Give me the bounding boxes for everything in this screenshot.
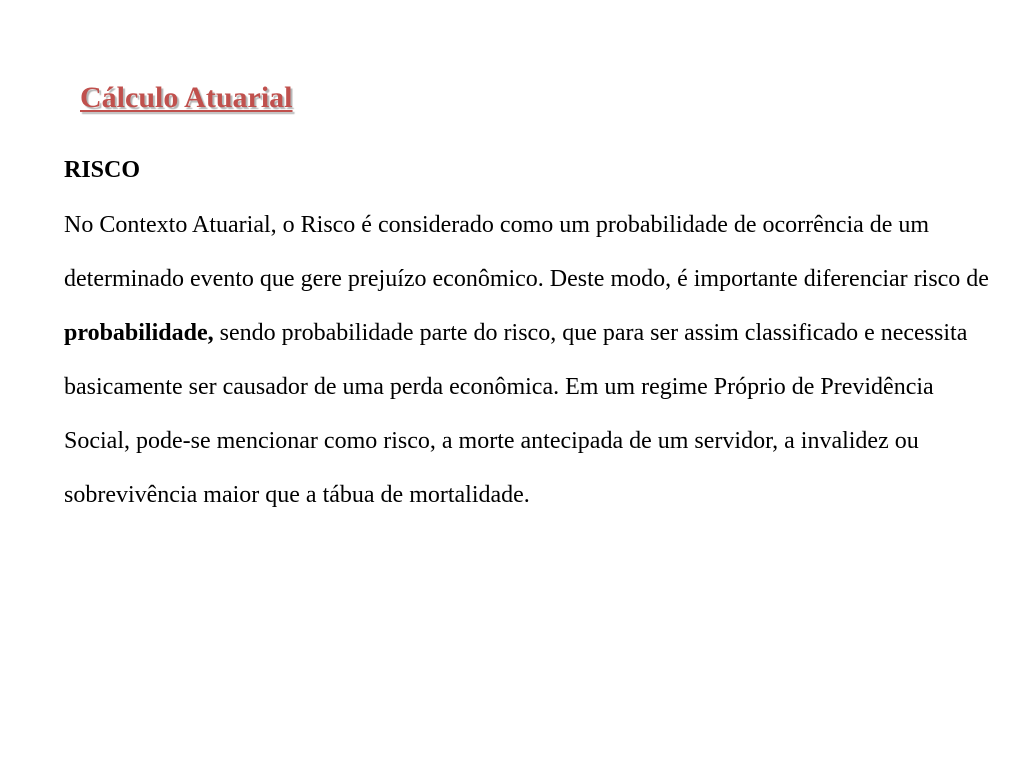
body-paragraph xyxy=(64,198,994,522)
paragraph-text-before-bold: No Contexto Atuarial, o Risco é considerado como um probabilidade de ocorrência de um determinado evento que gere prejuízo econômico. Deste modo, é importante diferenciar risco de xyxy=(64,212,989,292)
slide-title: Cálculo Atuarial xyxy=(80,81,293,114)
section-heading: RISCO xyxy=(64,157,141,183)
paragraph-text-after-bold: sendo probabilidade parte do risco, que para ser assim classificado e necessita basicamente ser causador de uma perda econômica. Em um regime Próprio de Previdência Social, pode-se mencionar como risco, a morte antecipada de um servidor, a invalidez ou sobrevivência maior que a tábua de mortalidade. xyxy=(64,320,968,508)
paragraph-bold-term: probabilidade, xyxy=(64,320,214,346)
